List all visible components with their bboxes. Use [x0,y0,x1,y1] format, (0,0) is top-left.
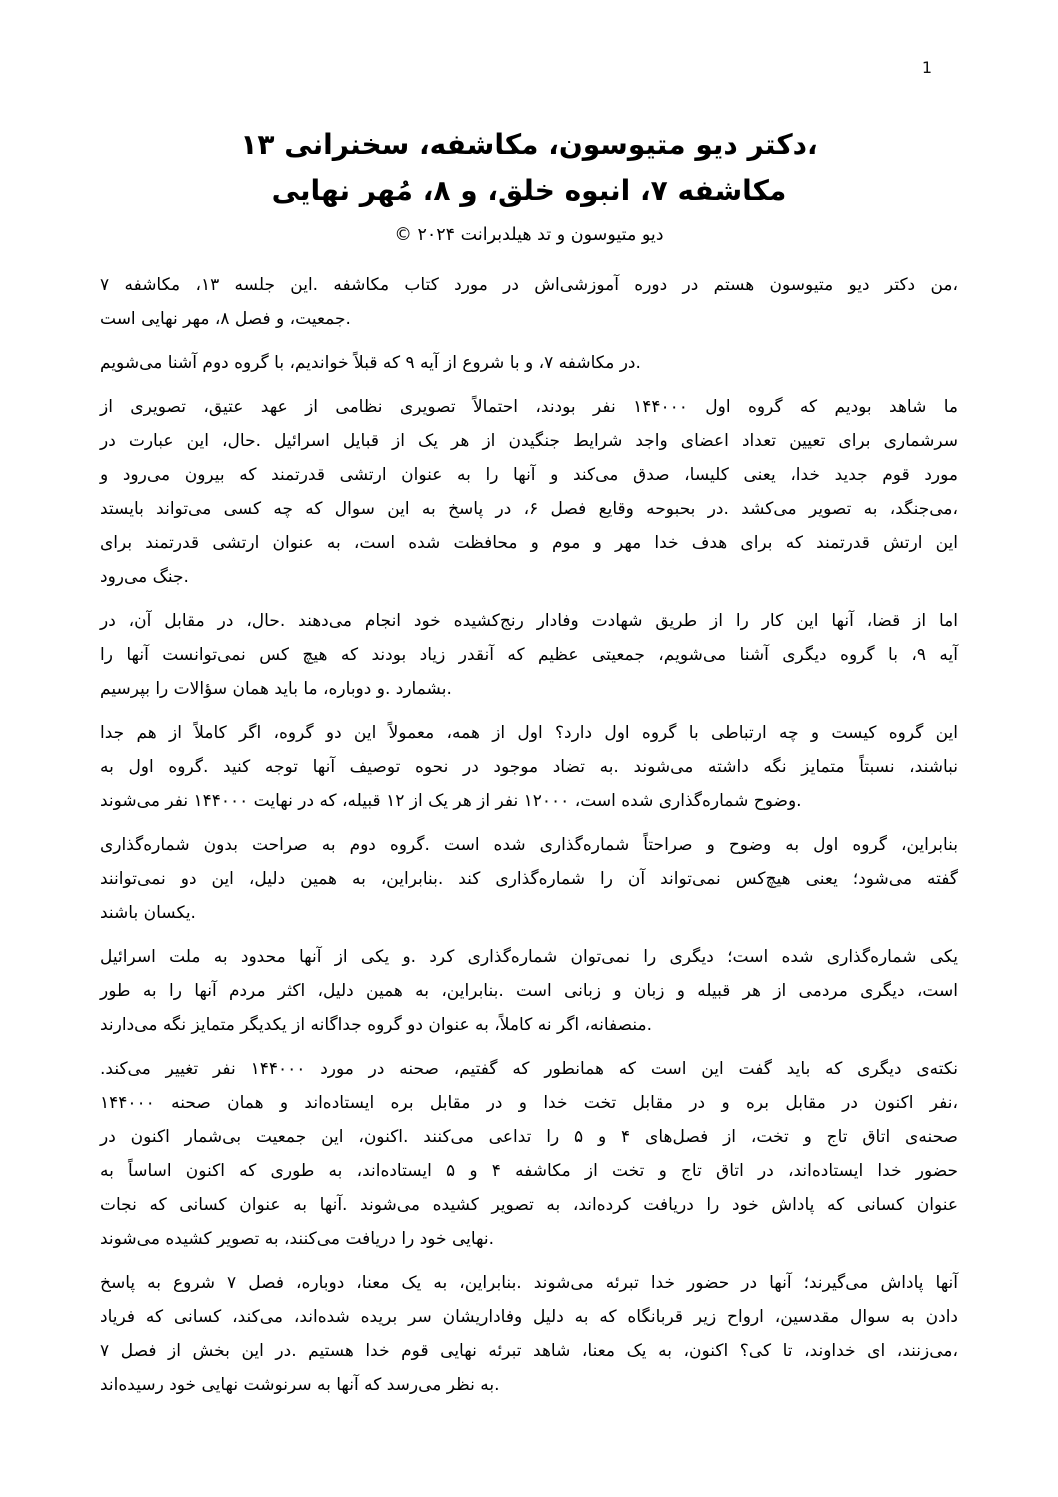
paragraph [100,716,958,818]
paragraph [100,940,958,1042]
text-line: نباشند، نسبتاً متمایز نگه داشته می‌شوند .به تضاد موجود در نحوه توصیف آنها توجه کنید .گروه اول به [100,757,958,777]
text-line: حضور خدا ایستاده‌اند، در اتاق تاج و تخت از مکاشفه ۴ و ۵ ایستاده‌اند، به طوری که اکنون اساساً به [100,1161,958,1181]
text-line: این گروه کیست و چه ارتباطی با گروه اول دارد؟ اول از همه، معمولاً این دو گروه، اگر کاملاً از هم جدا [100,723,958,743]
text-line: یکی شماره‌گذاری شده است؛ دیگری را نمی‌توان شماره‌گذاری کرد .و یکی از آنها محدود به ملت اسرائیل [100,947,958,967]
text-line: ،نفر اکنون در مقابل بره و در مقابل تخت خدا و در مقابل بره ایستاده‌اند و همان صحنه ۱۴۴۰۰۰ [100,1093,958,1113]
paragraph [100,828,958,930]
text-line: .نهایی خود را دریافت می‌کنند، به تصویر کشیده می‌شوند [100,1229,495,1249]
document-title-line-2: مکاشفه ۷، انبوه خلق، و ۸، مُهر نهایی [271,174,787,207]
document-title-line-1: ،دکتر دیو متیوسون، مکاشفه، سخنرانی ۱۳ [240,128,818,161]
text-line: این ارتش قدرتمند که برای هدف خدا مهر و موم و محافظت شده است، به عنوان ارتشی قدرتمند برای [100,533,958,553]
paragraph [100,604,958,706]
text-line: ،می‌زنند، ای خداوند، تا کی؟ اکنون، به یک معنا، شاهد تبرئه نهایی قوم خدا هستیم .در این بخش از فصل ۷ [100,1341,958,1361]
text-line: .وضوح شماره‌گذاری شده است، ۱۲۰۰۰ نفر از هر یک از ۱۲ قبیله، که در نهایت ۱۴۴۰۰۰ نفر می‌شوند [100,791,802,811]
text-line: ما شاهد بودیم که گروه اول ۱۴۴۰۰۰ نفر بودند، احتمالاً تصویری نظامی از عهد عتیق، تصویری از [100,397,959,417]
paragraph [100,390,958,594]
text-line: مورد قوم جدید خدا، یعنی کلیسا، صدق می‌کند و آنها را به عنوان ارتشی قدرتمند که بیرون می‌رود و [100,465,958,485]
paragraph [100,268,958,336]
text-line: .جنگ می‌رود [100,567,189,587]
text-line: .در مکاشفه ۷، و با شروع از آیه ۹ که قبلاً خواندیم، با گروه دوم آشنا می‌شویم [100,353,641,373]
text-line: نکته‌ی دیگری که باید گفت این است که همانطور که گفتیم، صحنه در مورد ۱۴۴۰۰۰ نفر تغییر می‌کند. [100,1059,959,1079]
paragraph [100,1266,958,1402]
document-byline: دیو متیوسون و تد هیلدبرانت ۲۰۲۴ © [394,225,664,245]
text-line: آیه ۹، با گروه دیگری آشنا می‌شویم، جمعیتی عظیم که آنقدر زیاد بودند که هیچ کس نمی‌توانست آنها را [100,645,958,665]
text-line: گفته می‌شود؛ یعنی هیچ‌کس نمی‌تواند آن را شماره‌گذاری کند .بنابراین، به همین دلیل، این دو نمی‌توانند [100,869,958,889]
paragraph [100,346,958,380]
text-line: صحنه‌ی اتاق تاج و تخت، از فصل‌های ۴ و ۵ را تداعی می‌کنند .اکنون، این جمعیت بی‌شمار اکنون در [100,1127,958,1147]
paragraph [100,1052,958,1256]
text-line: ،من دکتر دیو متیوسون هستم در دوره آموزشی‌اش در مورد کتاب مکاشفه .این جلسه ۱۳، مکاشفه ۷ [100,275,958,295]
text-line: .منصفانه، اگر نه کاملاً، به عنوان دو گروه جداگانه از یکدیگر متمایز نگه می‌دارند [100,1015,653,1035]
text-line: .جمعیت، و فصل ۸، مهر نهایی است [100,309,351,329]
text-line: سرشماری برای تعیین تعداد اعضای واجد شرایط جنگیدن از هر یک از قبایل اسرائیل .حال، این عبارت در [100,431,958,451]
document-header [0,122,1058,254]
text-line: .به نظر می‌رسد که آنها به سرنوشت نهایی خود رسیده‌اند [100,1375,500,1395]
page-number: 1 [921,58,932,77]
document-body [100,268,958,1412]
text-line: دادن به سوال مقدسین، ارواح زیر قربانگاه که به دلیل وفاداریشان سر بریده شده‌اند، می‌کند، کسانی که فریاد [100,1307,958,1327]
text-line: ،می‌جنگد، به تصویر می‌کشد .در بحبوحه وقایع فصل ۶، در پاسخ به این سوال که چه کسی می‌تواند بایستد [100,499,958,519]
text-line: عنوان کسانی که پاداش خود را دریافت کرده‌اند، به تصویر کشیده می‌شوند .آنها به عنوان کسانی که نجات [100,1195,958,1215]
text-line: اما از قضا، آنها این کار را از طریق شهادت وفادار رنج‌کشیده خود انجام می‌دهند .حال، در مقابل آن، در [100,611,958,631]
text-line: بنابراین، گروه اول به وضوح و صراحتاً شماره‌گذاری شده است .گروه دوم به صراحت بدون شماره‌گذاری [100,835,958,855]
text-line: آنها پاداش می‌گیرند؛ آنها در حضور خدا تبرئه می‌شوند .بنابراین، به یک معنا، دوباره، فصل ۷ شروع به پاسخ [100,1273,958,1293]
text-line: .یکسان باشند [100,903,196,923]
text-line: است، دیگری مردمی از هر قبیله و زبان و زبانی است .بنابراین، به همین دلیل، اکثر مردم آنها را به طور [100,981,958,1001]
text-line: .بشمارد .و دوباره، ما باید همان سؤالات را بپرسیم [100,679,452,699]
